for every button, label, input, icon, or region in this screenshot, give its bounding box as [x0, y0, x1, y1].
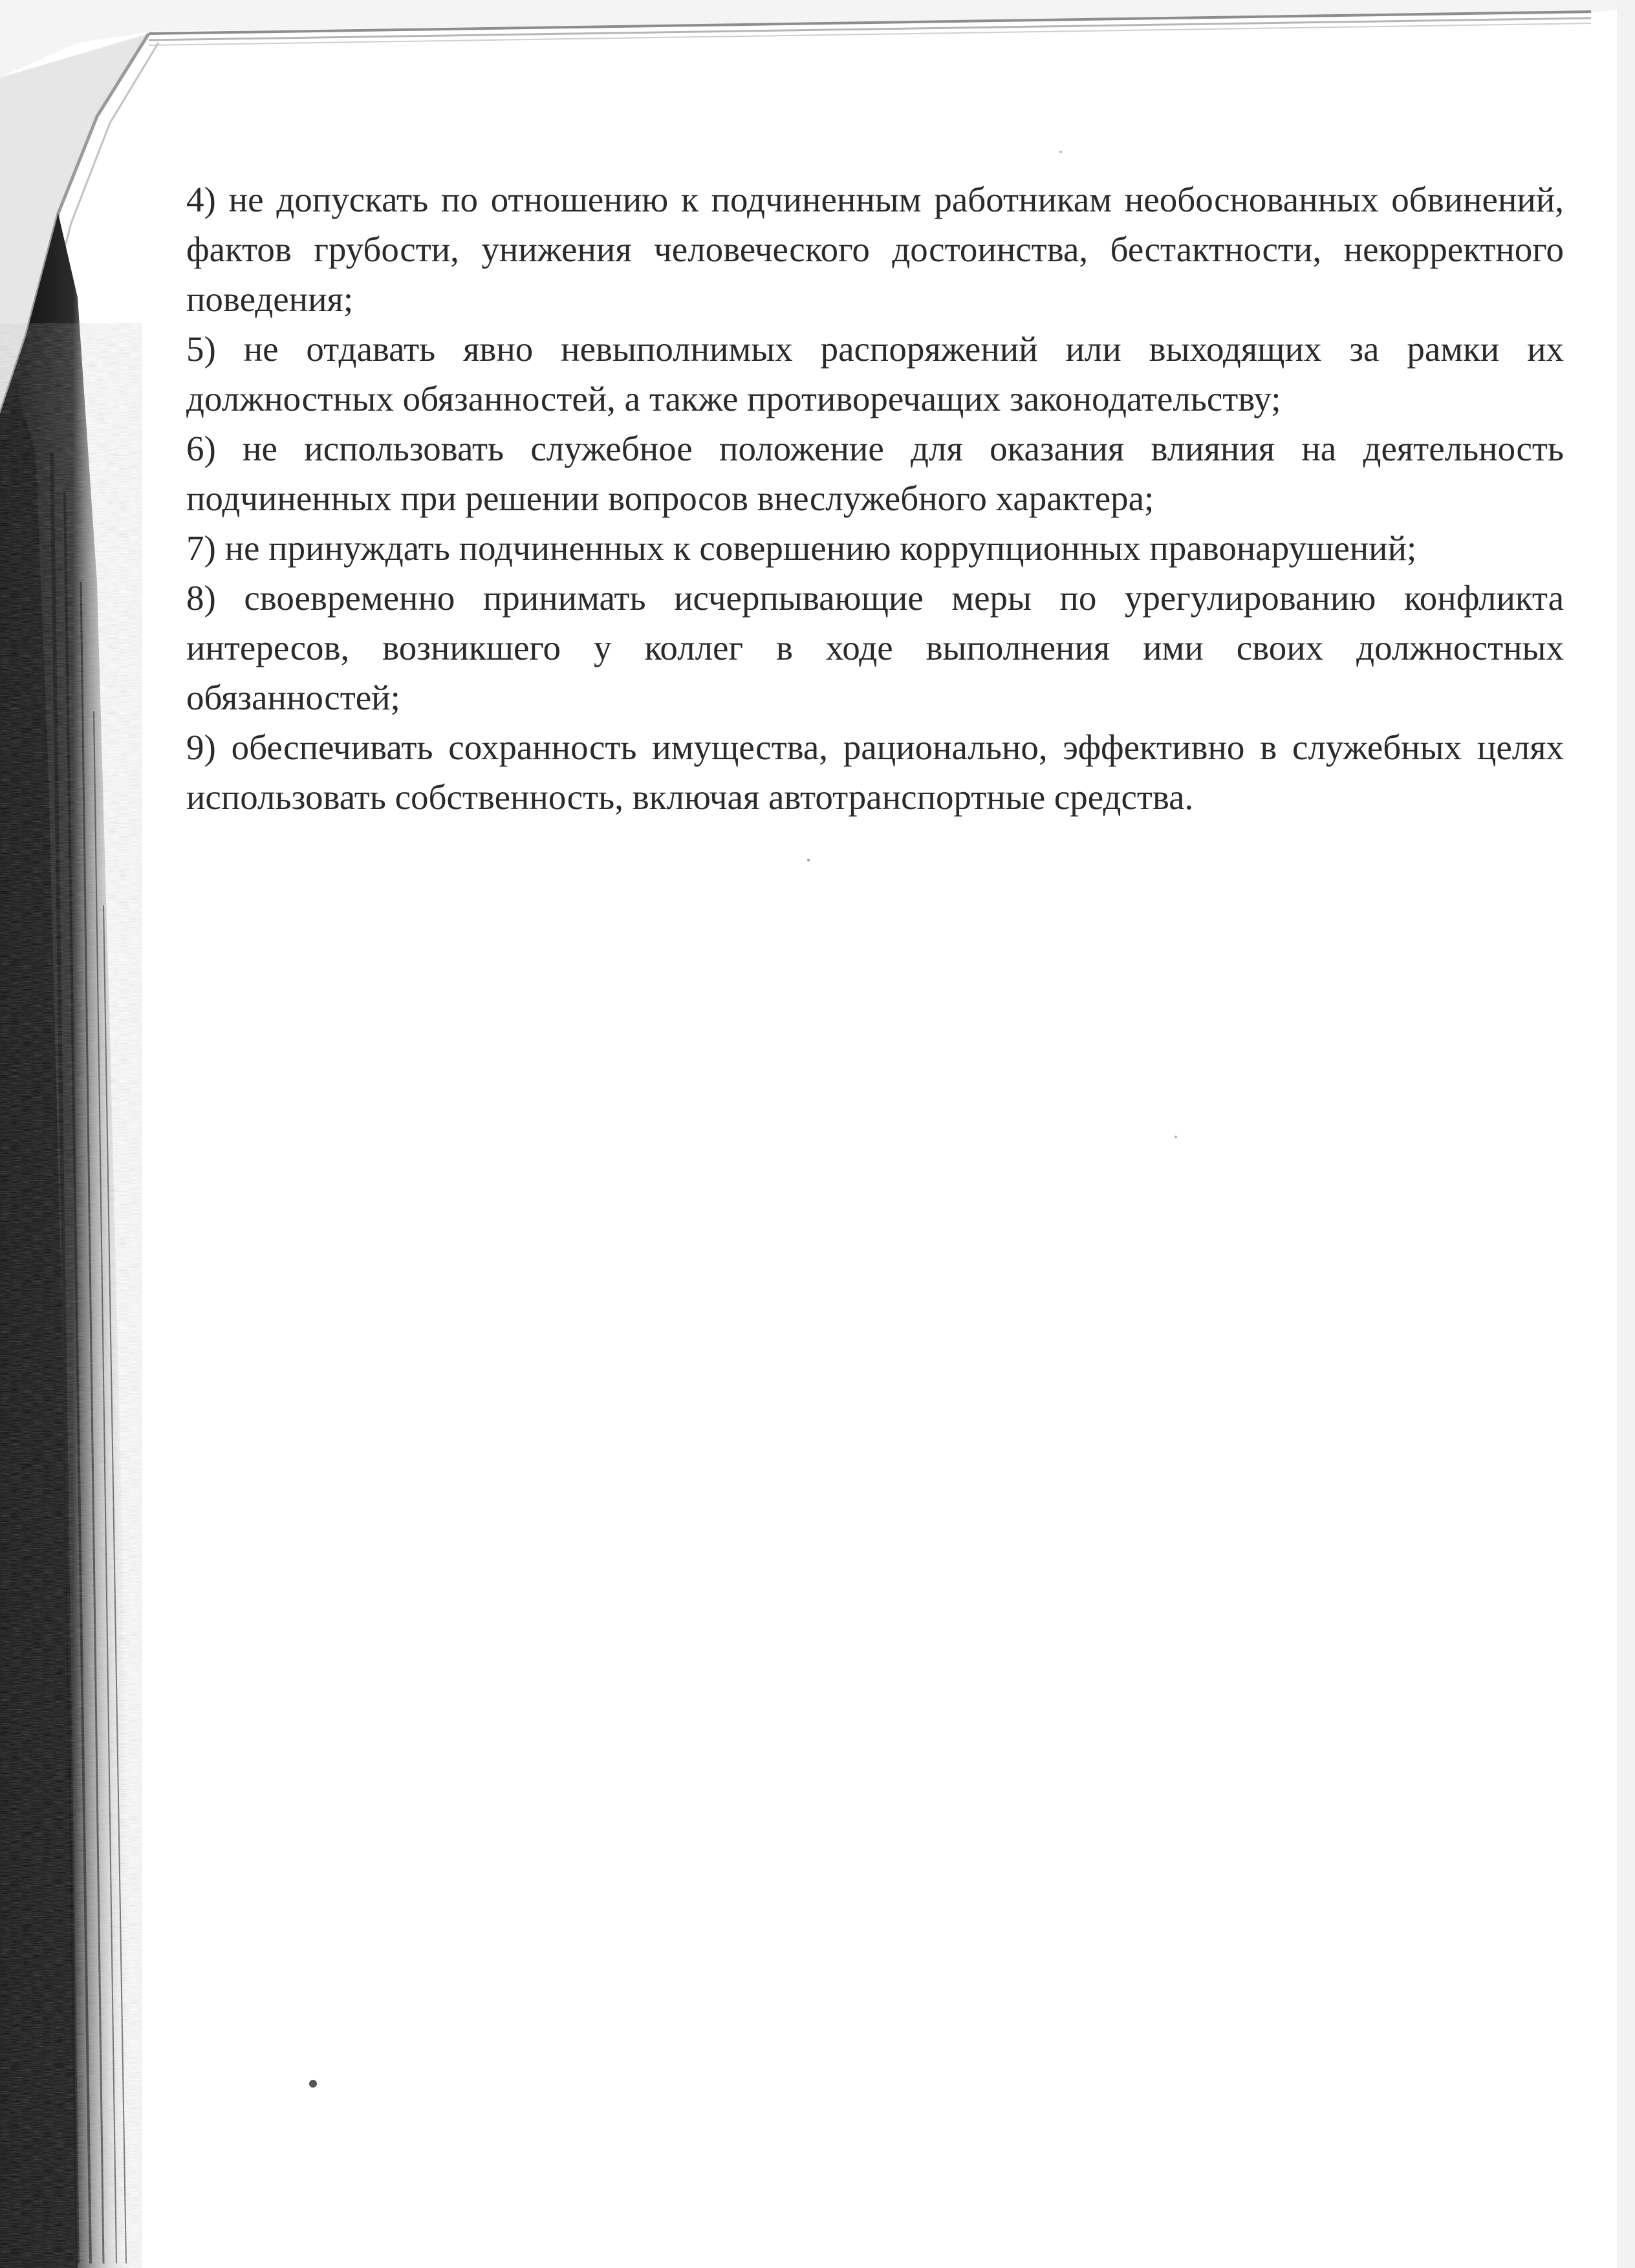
- dust-speck: [1175, 1136, 1177, 1138]
- list-item: [186, 722, 1564, 822]
- item-text: не допускать по отношению к подчиненным работникам необоснованных обвинений, фактов грубости, унижения человеческого достоинства, бестактности, некорректного поведения;: [186, 180, 1565, 319]
- item-number: 9): [186, 728, 216, 767]
- item-number: 8): [186, 578, 216, 618]
- item-text: своевременно принимать исчерпывающие меры по урегулированию конфликта интересов, возникшего у коллег в ходе выполнения ими своих должностных обязанностей;: [186, 578, 1564, 717]
- item-text: не принуждать подчиненных к совершению коррупционных правонарушений;: [224, 528, 1417, 568]
- scanner-grain: [0, 323, 142, 2268]
- right-edge-shadow: [1617, 0, 1635, 2268]
- dust-speck: [309, 2080, 317, 2088]
- item-text: не использовать служебное положение для оказания влияния на деятельность подчиненных при решении вопросов внеслужебного характера;: [186, 429, 1564, 518]
- dust-speck: [807, 859, 810, 861]
- item-text: обеспечивать сохранность имущества, рационально, эффективно в служебных целях использовать собственность, включая автотранспортные средства.: [186, 728, 1565, 817]
- list-item: [186, 424, 1564, 523]
- item-text: не отдавать явно невыполнимых распоряжений или выходящих за рамки их должностных обязанностей, а также противоречащих законодательству;: [186, 329, 1564, 418]
- item-number: 5): [186, 329, 216, 369]
- list-item: [186, 523, 1564, 573]
- item-number: 6): [186, 429, 216, 468]
- list-item: [186, 324, 1564, 424]
- item-number: 4): [186, 180, 216, 219]
- list-item: [186, 175, 1564, 324]
- document-body: [186, 175, 1564, 822]
- list-item: [186, 573, 1564, 722]
- dust-speck: [1059, 151, 1062, 153]
- item-number: 7): [186, 528, 216, 568]
